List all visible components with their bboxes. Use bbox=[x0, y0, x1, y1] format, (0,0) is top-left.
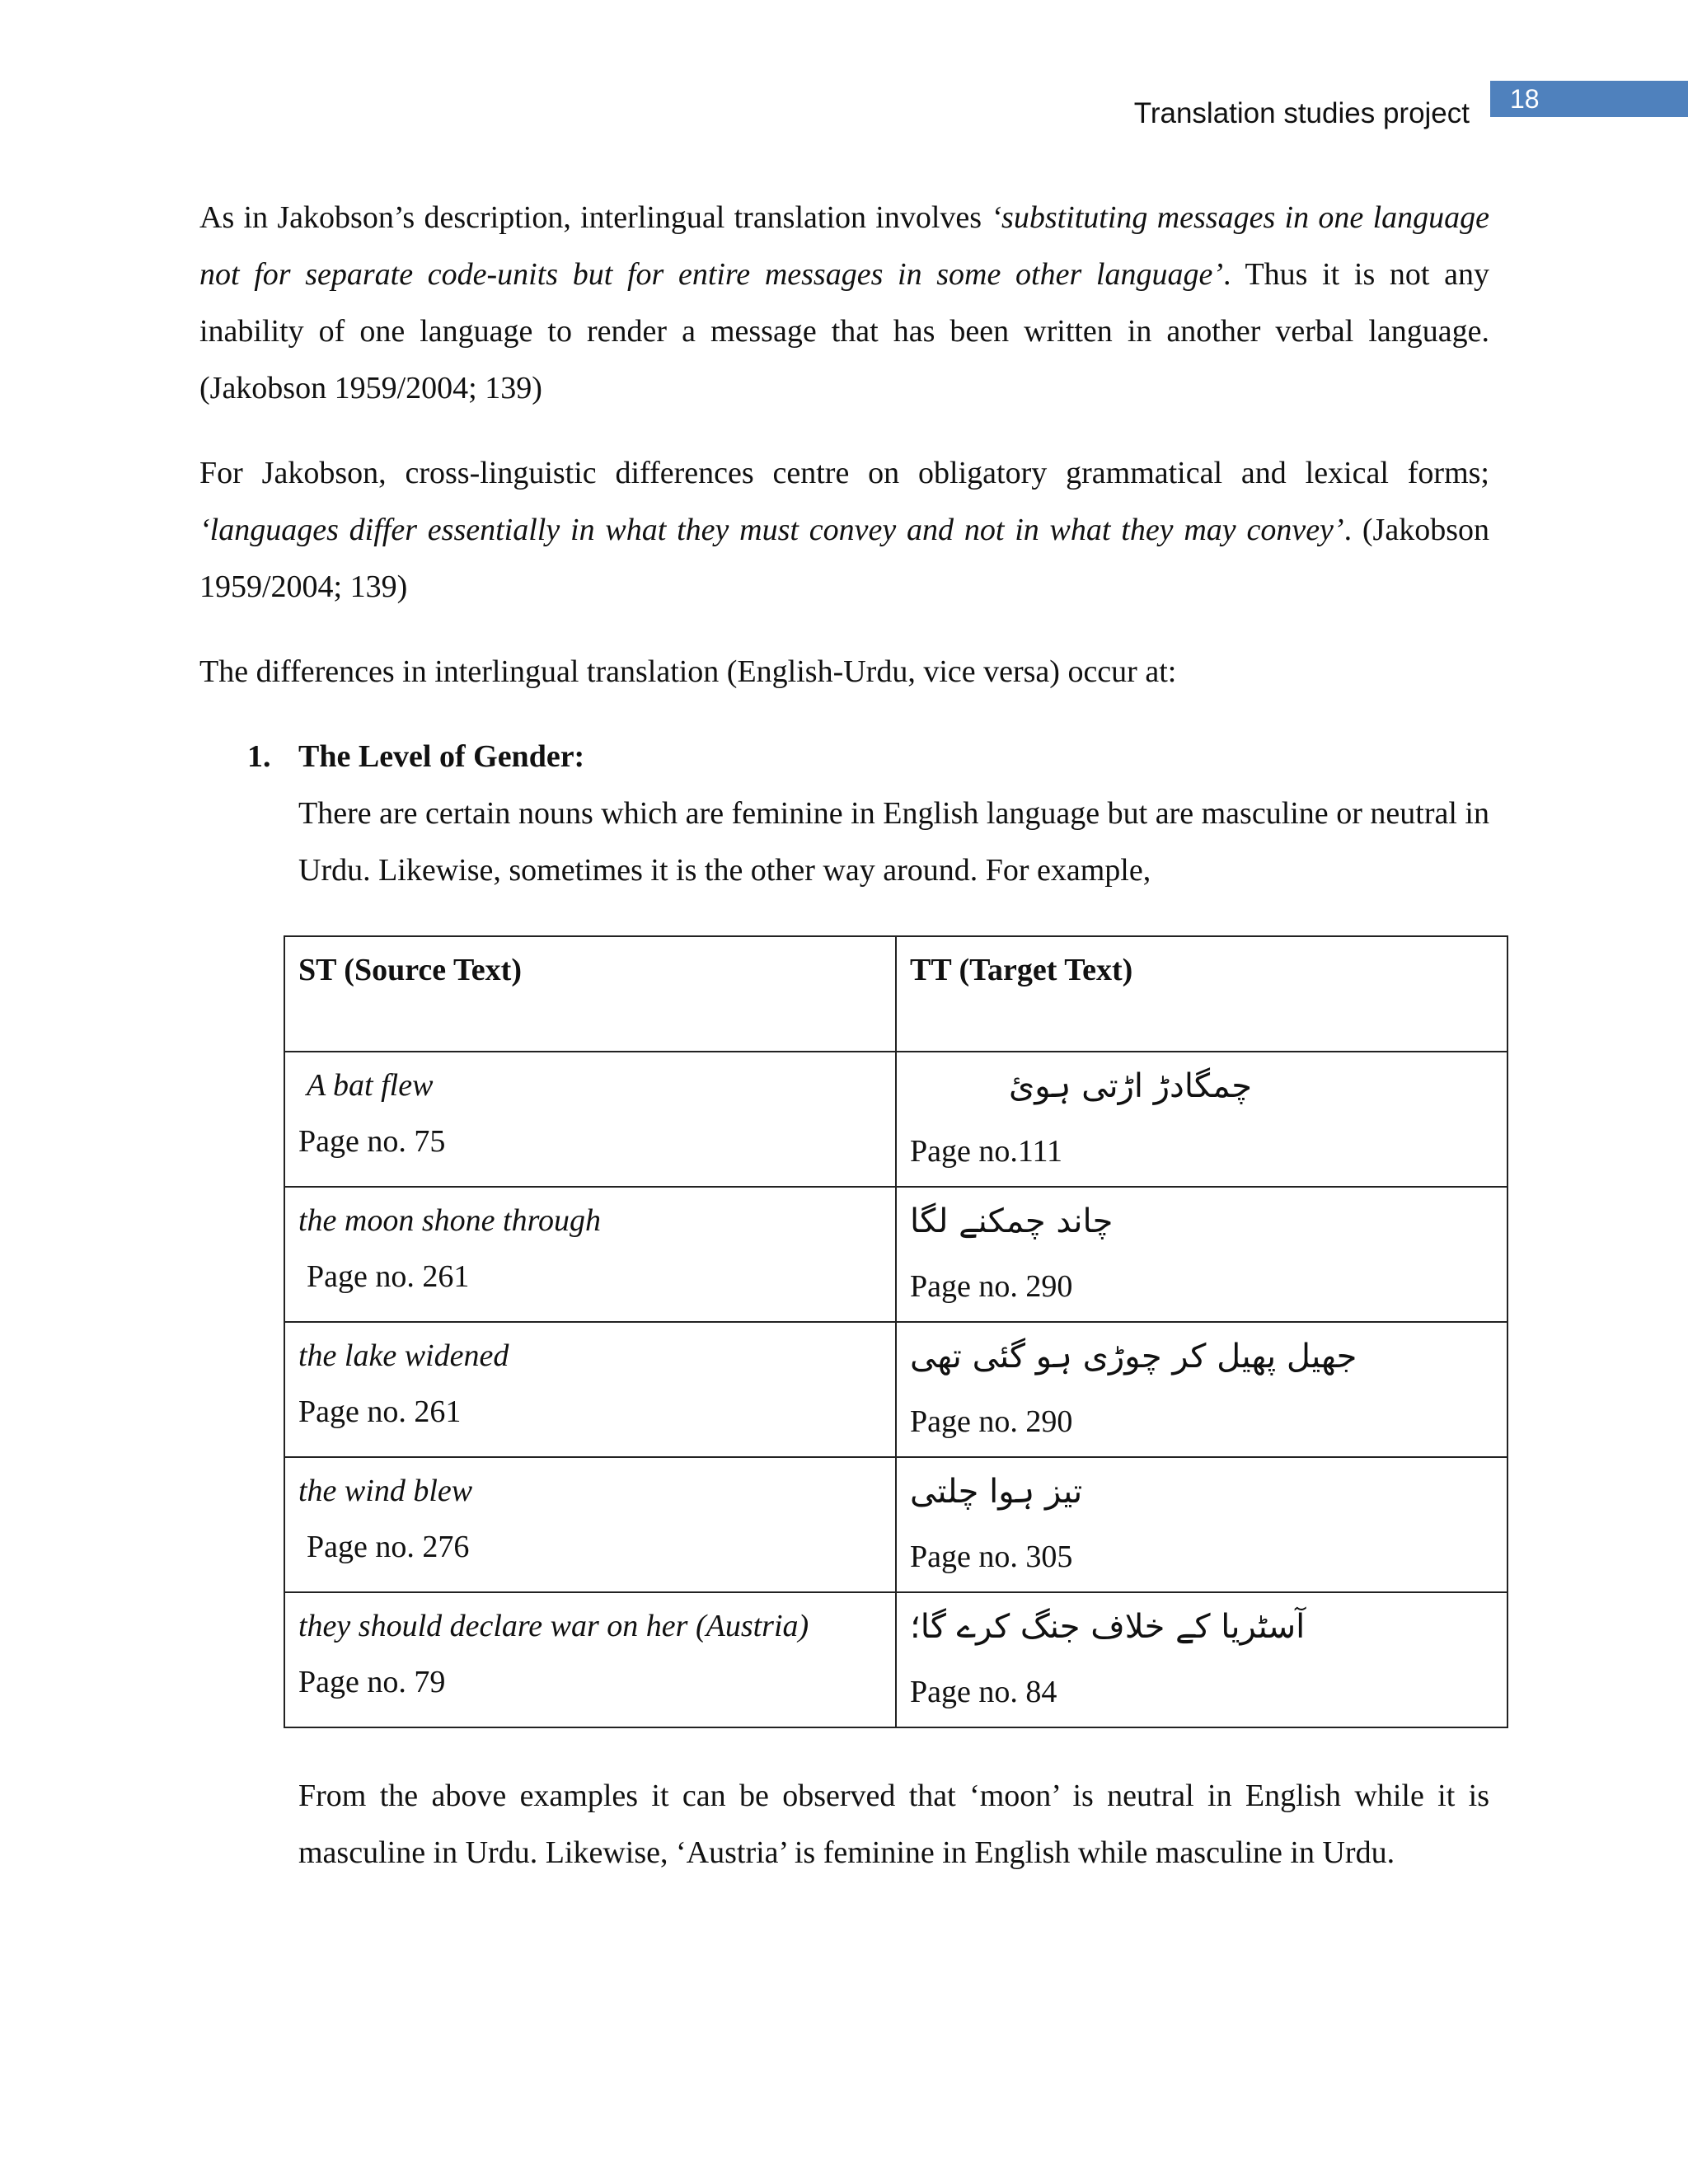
source-cell bbox=[284, 1052, 896, 1187]
list-item-gender bbox=[199, 729, 1489, 899]
source-page-ref: Page no. 261 bbox=[307, 1259, 470, 1294]
table-row bbox=[284, 1052, 1507, 1187]
target-cell bbox=[896, 1187, 1507, 1322]
list-body: There are certain nouns which are feminine in English language but are masculine or neutral in Urdu. Likewise, sometimes it is the other way around. For example, bbox=[298, 796, 1489, 888]
paragraph-text: . Thus it is not any inability of one language to render a message that has been written in another verbal language. (Jakobson 1959/2004; 139) bbox=[199, 257, 1490, 405]
target-page-ref: Page no. 290 bbox=[910, 1404, 1073, 1439]
column-header-target: TT (Target Text) bbox=[896, 936, 1507, 1052]
list-heading: The Level of Gender: bbox=[298, 739, 585, 774]
column-header-source: ST (Source Text) bbox=[284, 936, 896, 1052]
target-cell bbox=[896, 1457, 1507, 1592]
source-text: the moon shone through bbox=[298, 1203, 601, 1238]
paragraph-text: For Jakobson, cross-linguistic differences centre on obligatory grammatical and lexical forms; bbox=[199, 456, 1489, 490]
target-cell bbox=[896, 1322, 1507, 1457]
source-page-ref: Page no. 276 bbox=[307, 1530, 470, 1564]
target-text: جھیل پھیل کر چوڑی ہو گئی تھی bbox=[910, 1338, 1357, 1376]
paragraph-text: As in Jakobson’s description, interlingual translation involves bbox=[199, 200, 992, 235]
table-row bbox=[284, 1592, 1507, 1727]
source-cell bbox=[284, 1187, 896, 1322]
paragraph-text: . (Jakobson 1959/2004; 139) bbox=[199, 513, 1489, 604]
source-text: the wind blew bbox=[298, 1474, 473, 1508]
jakobson-quote: ‘languages differ essentially in what they must convey and not in what they may convey’ bbox=[199, 513, 1344, 547]
target-text: آسٹریا کے خلاف جنگ کرے گا؛ bbox=[910, 1608, 1306, 1646]
source-page-ref: Page no. 75 bbox=[298, 1124, 446, 1159]
target-page-ref: Page no. 290 bbox=[910, 1269, 1073, 1304]
target-text: تیز ہوا چلتی bbox=[910, 1473, 1083, 1511]
target-text: چاند چمکنے لگا bbox=[910, 1202, 1114, 1240]
source-cell bbox=[284, 1322, 896, 1457]
target-cell bbox=[896, 1592, 1507, 1727]
table-row bbox=[284, 1187, 1507, 1322]
target-page-ref: Page no.111 bbox=[910, 1134, 1063, 1169]
source-page-ref: Page no. 79 bbox=[298, 1665, 446, 1699]
jakobson-quote: ‘substituting messages in one language not for separate code-units but for entire messages in some other language’ bbox=[199, 200, 1490, 292]
target-page-ref: Page no. 84 bbox=[910, 1675, 1057, 1709]
target-cell bbox=[896, 1052, 1507, 1187]
source-text: they should declare war on her (Austria) bbox=[298, 1609, 809, 1643]
translation-examples-table bbox=[284, 935, 1508, 1728]
paragraph-jakobson-description bbox=[199, 190, 1489, 417]
source-text: A bat flew bbox=[307, 1068, 434, 1103]
list-number: 1. bbox=[247, 739, 271, 774]
source-cell bbox=[284, 1457, 896, 1592]
source-page-ref: Page no. 261 bbox=[298, 1394, 462, 1429]
page-number: 18 bbox=[1490, 81, 1688, 117]
table-header-row bbox=[284, 936, 1507, 1052]
table-row bbox=[284, 1322, 1507, 1457]
table-row bbox=[284, 1457, 1507, 1592]
target-page-ref: Page no. 305 bbox=[910, 1540, 1073, 1574]
paragraph-conclusion: From the above examples it can be observed that ‘moon’ is neutral in English while it is masculine in Urdu. Likewise, ‘Austria’ is feminine in English while masculine in Urdu. bbox=[298, 1779, 1489, 1870]
source-cell bbox=[284, 1592, 896, 1727]
document-body bbox=[199, 190, 1489, 1913]
source-text: the lake widened bbox=[298, 1338, 509, 1373]
target-text: چمگادڑ اڑتی ہوئ bbox=[1009, 1067, 1252, 1105]
paragraph-cross-linguistic bbox=[199, 445, 1489, 616]
paragraph-differences-intro: The differences in interlingual translation (English-Urdu, vice versa) occur at: bbox=[199, 654, 1177, 689]
running-header-title: Translation studies project bbox=[1133, 97, 1470, 129]
